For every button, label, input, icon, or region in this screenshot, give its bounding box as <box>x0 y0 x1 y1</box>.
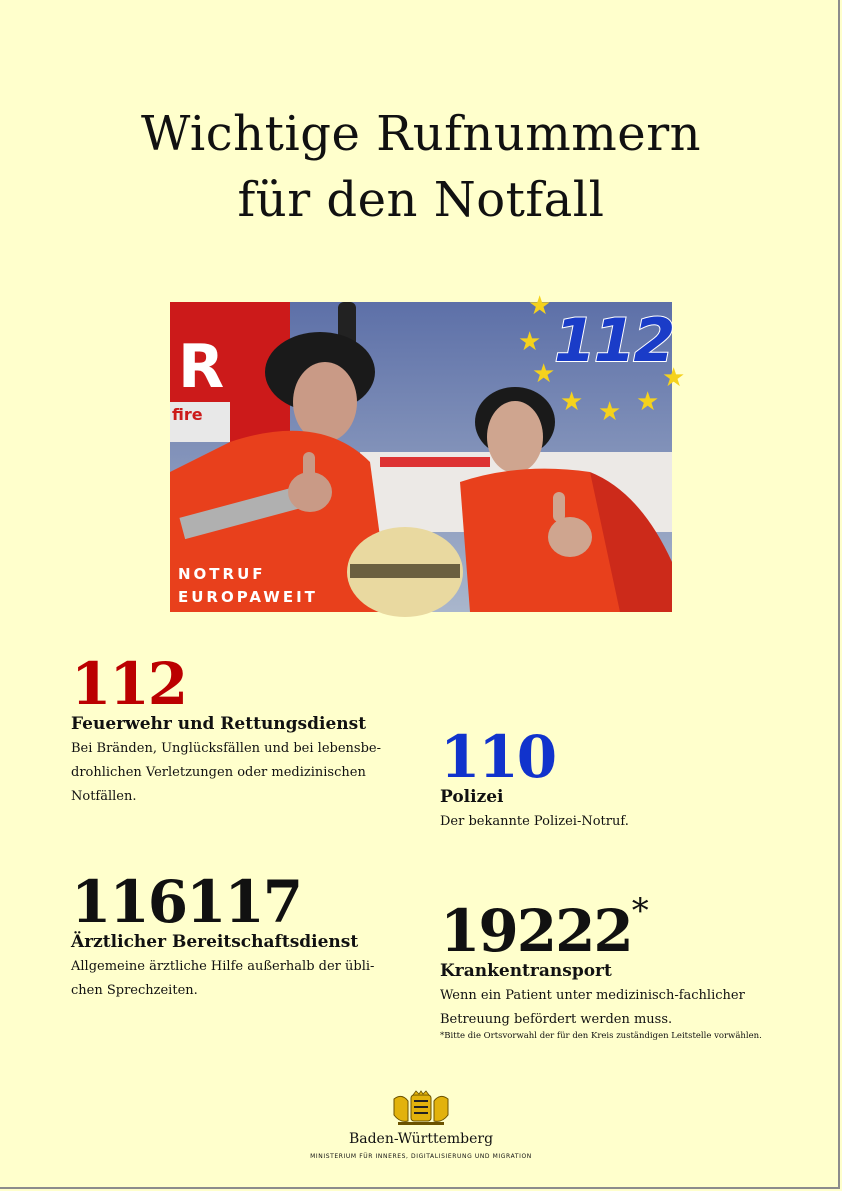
emergency-number: 112 <box>71 650 187 718</box>
emergency-number <box>440 891 820 965</box>
page-title-line-2: für den Notfall <box>237 172 605 228</box>
svg-text:★: ★ <box>518 327 542 357</box>
state-name: Baden-Württemberg <box>348 1131 494 1147</box>
number-heading: Polizei <box>440 787 504 807</box>
number-description <box>71 737 411 809</box>
number-heading: Ärztlicher Bereitschaftsdienst <box>71 932 359 952</box>
state-coat-of-arms-icon <box>388 1091 454 1127</box>
description-line: Betreuung befördert werden muss. <box>440 1011 673 1027</box>
number-block-19222 <box>440 891 820 1041</box>
description-line: chen Sprechzeiten. <box>71 982 198 998</box>
badge-112: 112 <box>554 306 674 376</box>
emergency-number-value: 19222 <box>440 897 632 965</box>
number-heading: Krankentransport <box>440 961 612 981</box>
description-line: Wenn ein Patient unter medizinisch-fachlicher <box>440 987 745 1003</box>
svg-text:★: ★ <box>560 387 584 417</box>
description-line: Notfällen. <box>71 788 137 804</box>
description-line: Der bekannte Polizei-Notruf. <box>440 813 629 829</box>
svg-text:★: ★ <box>636 387 660 417</box>
number-description <box>440 984 820 1032</box>
number-block-116117 <box>71 868 431 1003</box>
svg-text:★: ★ <box>598 397 622 427</box>
number-block-112 <box>71 650 411 809</box>
footnote-marker: * <box>631 891 649 931</box>
number-description <box>71 955 431 1003</box>
description-line: drohlichen Verletzungen oder medizinischen <box>71 764 366 780</box>
svg-text:★: ★ <box>528 291 552 321</box>
emergency-photo <box>170 291 686 612</box>
svg-text:★: ★ <box>662 363 686 393</box>
footnote: *Bitte die Ortsvorwahl der für den Kreis zuständigen Leitstelle vorwählen. <box>440 1030 762 1041</box>
emergency-number: 110 <box>440 723 556 791</box>
truck-text: fire <box>172 405 203 424</box>
svg-text:★: ★ <box>532 359 556 389</box>
number-heading: Feuerwehr und Rettungsdienst <box>71 714 367 734</box>
number-description <box>440 810 770 834</box>
description-line: Bei Bränden, Unglücksfällen und bei lebensbe- <box>71 740 381 756</box>
ministry-name: MINISTERIUM FÜR INNERES, DIGITALISIERUNG UND MIGRATION <box>310 1153 532 1160</box>
photo-caption-notruf: NOTRUF <box>178 565 266 583</box>
photo-caption-europaweit: EUROPAWEIT <box>178 588 318 606</box>
description-line: Allgemeine ärztliche Hilfe außerhalb der übli- <box>71 958 375 974</box>
emergency-number: 116117 <box>71 868 302 936</box>
truck-letter: R <box>178 332 225 402</box>
page-title-line-1: Wichtige Rufnummern <box>140 106 702 162</box>
number-block-110 <box>440 723 770 834</box>
